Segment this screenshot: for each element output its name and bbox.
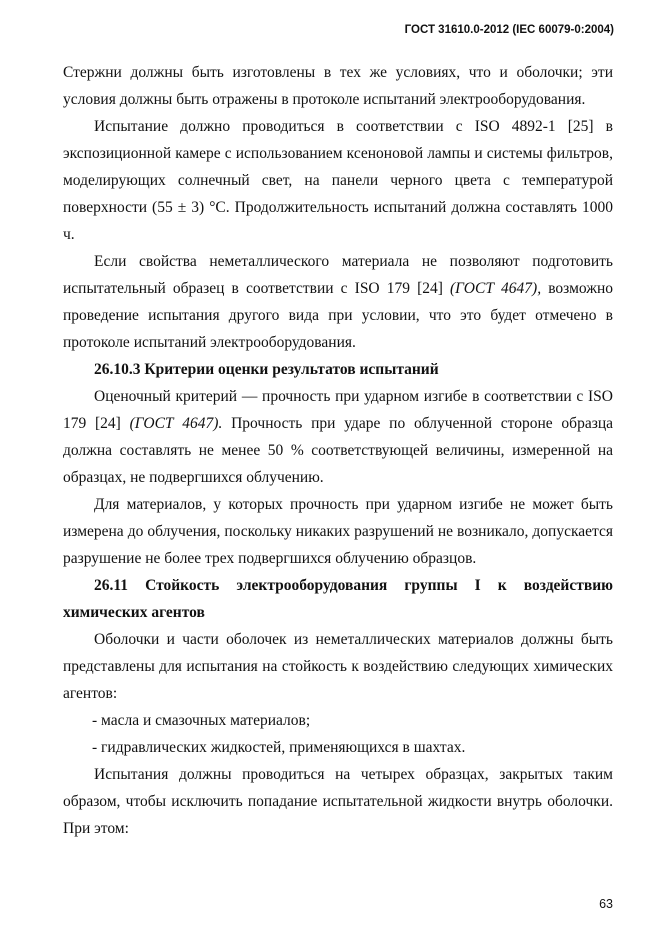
list-item: - масла и смазочных материалов; [92,712,311,729]
paragraph-materials: Для материалов, у которых прочность при ударном изгибе не может быть измерена до облучения, поскольку никаких разрушений не возникало, допускается разрушение не более трех подвергшихся облучению образцов. [63,496,613,567]
section-heading-26-10-3: 26.10.3 Критерии оценки результатов испытаний [94,361,439,378]
section-heading-26-11: 26.11 Стойкость электрооборудования группы I к воздействию химических агентов [63,577,613,621]
paragraph-text: возможно проведение испытания другого вида при условии, что это будет отмечено в протоколе испытаний электрооборудования. [63,280,613,351]
paragraph-chemical-agents: Оболочки и части оболочек из неметаллических материалов должны быть представлены для испытания на стойкость к воздействию следующих химических агентов: [63,631,613,702]
list-item: - гидравлических жидкостей, применяющихся в шахтах. [92,739,466,756]
document-body [63,59,613,842]
paragraph-test-method: Испытание должно проводиться в соответствии с ISO 4892-1 [25] в экспозиционной камере с использованием ксеноновой лампы и системы фильтров, моделирующих солнечный свет, на панели черного цвета с температурой поверхности (55 ± 3) °С. Продолжительность испытаний должна составлять 1000 ч. [63,118,613,243]
paragraph-text: Оценочный критерий — прочность при ударном изгибе в соответствии с ISO 179 [24] [63,388,613,432]
paragraph-criterion [63,383,613,491]
paragraph-text: Если свойства неметаллического материала не позволяют подготовить испытательный образец в соответствии с ISO 179 [24] [63,253,613,297]
page-number: 63 [599,897,613,911]
paragraph-rods: Стержни должны быть изготовлены в тех же условиях, что и оболочки; эти условия должны быть отражены в протоколе испытаний электрооборудования. [63,64,613,108]
paragraph-four-samples: Испытания должны проводиться на четырех образцах, закрытых таким образом, чтобы исключить попадание испытательной жидкости внутрь оболочки. При этом: [63,766,613,837]
paragraph-alternative-test [63,248,613,356]
paragraph-text: Прочность при ударе по облученной стороне образца должна составлять не менее 50 % соответствующей величины, измеренной на образцах, не подвергшихся облучению. [63,415,613,486]
gost-reference: (ГОСТ 4647). [129,415,223,432]
document-header: ГОСТ 31610.0-2012 (IEC 60079-0:2004) [404,24,614,36]
gost-reference: (ГОСТ 4647), [450,280,542,297]
